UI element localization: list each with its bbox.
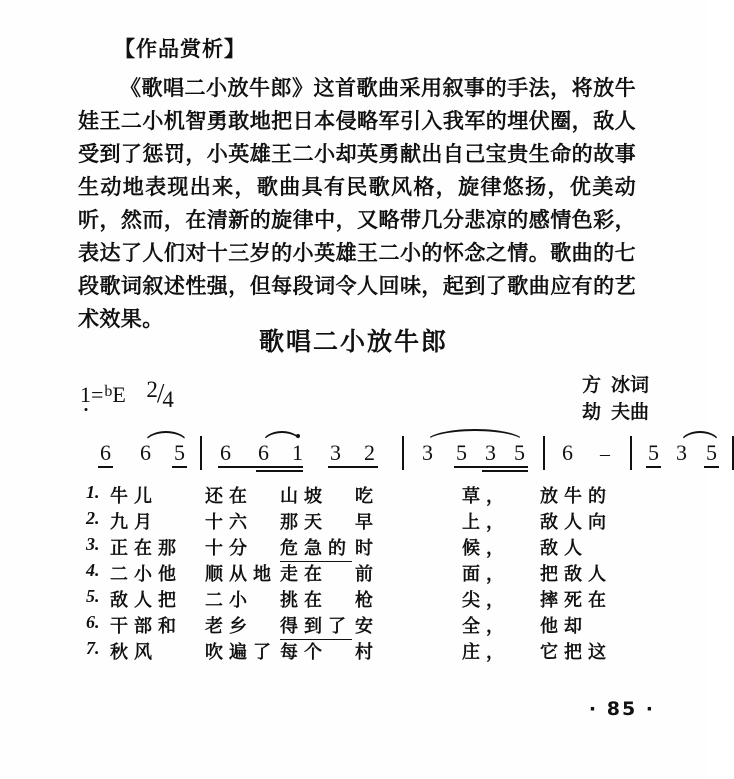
barline-4 [630,436,632,470]
lyric-segment: 还在 [205,486,253,507]
lyric-segment: 山坡 [280,486,328,507]
time-signature [145,377,176,412]
lyric-row [0,482,707,508]
verse-number: 2. [86,508,100,528]
flat-symbol: b [104,383,113,400]
note-10: 5 [456,440,467,465]
lyric-segment: 把敌人 [540,564,612,585]
lyric-row [0,560,707,586]
lyric-segment: 挑在 [280,590,328,611]
verse-number: 4. [86,560,100,580]
note-6: 1 [292,442,303,464]
key-letter: E [112,382,126,407]
lyrics-block [0,482,707,664]
lyric-segment: 草， [462,486,510,507]
note-17: 5 [706,440,717,465]
key-tonic: 1 [80,382,91,407]
note-13: 6 [562,440,573,465]
lyric-segment: 秋风 [110,642,158,663]
beam-group-2a-second [256,470,303,472]
beam-note-17 [704,466,719,468]
lyric-segment: 二小 [205,590,253,611]
page-number: · 85 · [588,698,655,720]
barline-2 [402,436,404,470]
barline-1 [200,436,202,470]
lyric-segment: 十六 [205,512,253,533]
notation-staff [0,430,717,482]
beam-note-1 [98,466,113,468]
note-15: 5 [648,440,659,465]
key-equals: = [91,382,104,407]
composer-role: 夫曲 [610,401,649,423]
lyric-segment: 时 [355,538,379,559]
beam-group-3 [454,466,528,468]
meter-denominator: 4 [162,387,174,412]
lyric-segment: 早 [355,512,379,533]
beam-note-15 [646,466,661,468]
slur-1 [144,431,188,444]
lyric-segment: 得到了 [280,612,352,640]
verse-number: 1. [86,482,100,502]
beam-group-2b [328,466,378,468]
beam-group-2a [218,466,303,468]
lyric-row [0,612,707,638]
lyric-segment: 干部和 [110,616,182,637]
barline-3 [543,436,545,470]
note-5: 6 [258,440,269,465]
lyric-segment: 二小他 [110,564,182,585]
note-4: 6 [220,440,231,465]
lyric-segment: 十分 [205,538,253,559]
lyric-segment: 放牛的 [540,486,612,507]
beam-note-3 [172,466,187,468]
lyric-segment: 枪 [355,590,379,611]
slur-2 [262,431,302,444]
beam-group-3-second [482,470,528,472]
lyric-segment: 敌人向 [540,512,612,533]
note-9: 3 [422,440,433,465]
meter-slash: / [156,378,165,408]
lyric-segment: 全， [462,616,510,637]
lyric-segment: 安 [355,616,379,637]
lyric-segment: 候， [462,538,510,559]
lyric-segment: 牛儿 [110,486,158,507]
note-1: 6 [100,440,111,465]
credits-block [582,372,649,426]
lyric-row [0,534,707,560]
verse-number: 5. [86,586,100,606]
lyric-segment: 正在那 [110,538,182,559]
verse-number: 7. [86,638,100,658]
slur-4 [680,431,720,444]
note-8: 2 [364,440,375,465]
lyric-segment: 尖， [462,590,510,611]
lyric-row [0,638,707,664]
appreciation-paragraph: 《歌唱二小放牛郎》这首歌曲采用叙事的手法，将放牛娃王二小机智勇敢地把日本侵略军引入我军的埋伏圈，敌人受到了惩罚，小英雄王二小却英勇献出自己宝贵生命的故事生动地表现出来，歌曲具有民歌风格，旋律悠扬，优美动听，然而，在清新的旋律中，又略带几分悲凉的感情色彩，表达了人们对十三岁的小英雄王二小的怀念之情。歌曲的七段歌词叙述性强，但每段词令人回味，起到了歌曲应有的艺术效果。 [78,75,636,331]
lyric-row [0,508,707,534]
verse-number: 6. [86,612,100,632]
meter-numerator: 2 [146,377,158,402]
lyric-segment: 吃 [355,486,379,507]
slur-3 [426,429,524,442]
lyric-segment: 前 [355,564,379,585]
lyric-row [0,586,707,612]
lyric-segment: 摔死在 [540,590,612,611]
verse-number: 3. [86,534,100,554]
note-11: 3 [485,440,496,465]
note-2: 6 [140,440,151,465]
note-3: 5 [174,440,185,465]
lyric-segment: 庄， [462,642,510,663]
note-7: 3 [330,440,341,465]
lyric-segment: 面， [462,564,510,585]
appreciation-section [78,34,636,336]
lyric-segment: 敌人 [540,538,588,559]
lyric-segment: 危急的 [280,534,352,562]
lyric-segment: 敌人把 [110,590,182,611]
note-16: 3 [676,440,687,465]
note-12: 5 [514,440,525,465]
lyric-segment: 顺从地 [205,564,277,585]
lyric-segment: 上， [462,512,510,533]
note-14-sustain: – [600,443,610,465]
lyric-segment: 走在 [280,564,328,585]
lyricist-name: 方 [581,374,611,396]
lyric-segment: 每个 [280,642,328,663]
lyric-segment: 老乡 [205,616,253,637]
lyric-segment: 那天 [280,512,328,533]
composer-name: 劫 [581,401,611,423]
credit-lyricist [582,372,649,399]
credit-composer [582,399,649,426]
lyricist-role: 冰词 [610,374,649,396]
key-signature [80,377,176,412]
lyric-segment: 九月 [110,512,158,533]
lyric-segment: 村 [355,642,379,663]
lyric-segment: 他却 [540,616,588,637]
lyric-segment: 吹遍了 [205,642,277,663]
song-title: 歌唱二小放牛郎 [258,327,448,356]
appreciation-heading: 【作品赏析】 [114,37,246,61]
lyric-segment: 它把这 [540,642,612,663]
